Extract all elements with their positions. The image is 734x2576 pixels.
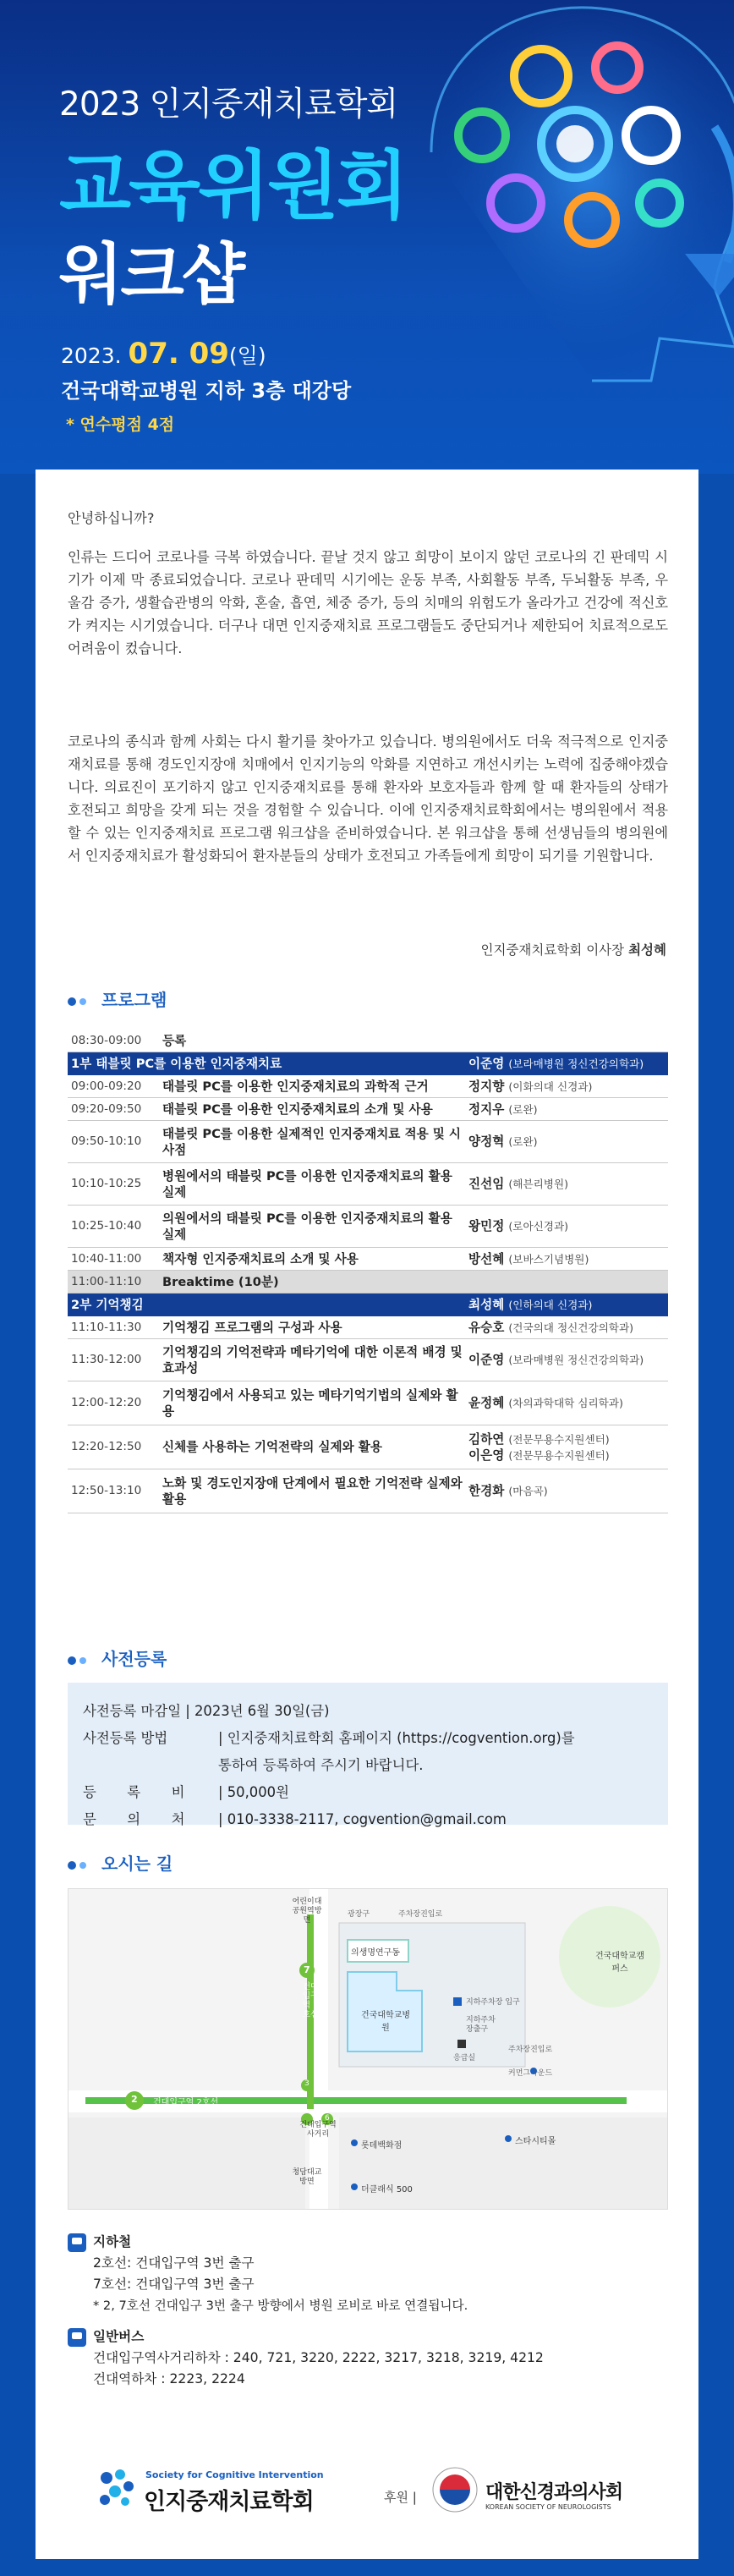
- speaker-affiliation: (보라매병원 정신건강의학과): [508, 1057, 644, 1070]
- program-row: [68, 1206, 668, 1248]
- program-row: [68, 1469, 668, 1513]
- greeting: 안녕하십니까?: [68, 510, 155, 526]
- session-speaker: [468, 1395, 668, 1411]
- map-label: 응급실: [453, 2054, 476, 2062]
- method-value[interactable]: | 인지중재치료학회 홈페이지 (https://cogvention.org)를: [218, 1730, 575, 1746]
- map-label: 더클래식 500: [361, 2185, 413, 2194]
- footer: [36, 2449, 698, 2525]
- session-title: 기억챙김에서 사용되고 있는 메타기억기법의 실제와 활용: [162, 1387, 458, 1419]
- speaker-affiliation: (인하의대 신경과): [508, 1299, 593, 1311]
- bullet-dots-icon: [68, 1861, 93, 1870]
- directions-heading: [68, 1850, 173, 1875]
- session-speaker: [468, 1079, 668, 1095]
- session-title: 신체를 사용하는 기억전략의 실제와 활용: [162, 1440, 382, 1454]
- event-title-2: 워크샵: [59, 237, 244, 313]
- speaker-name: 방선혜: [468, 1251, 505, 1266]
- program-row: [68, 1271, 668, 1293]
- map-drawing: [68, 1889, 668, 2210]
- speaker-name: 정지향: [468, 1079, 505, 1094]
- map-label: 롯데백화점: [361, 2141, 403, 2150]
- event-subtitle: 2023 인지중재치료학회: [59, 85, 398, 124]
- fee-key: 등 록 비: [83, 1784, 185, 1800]
- session-title: 태블릿 PC를 이용한 실제적인 인지중재치료 적용 및 시사점: [162, 1126, 462, 1157]
- map-label: 주차장진입로: [508, 2046, 553, 2054]
- program-row: [68, 1121, 668, 1163]
- registration-fee: [83, 1779, 653, 1806]
- sponsor-label: 후원 |: [384, 2490, 417, 2505]
- speaker-affiliation: (이화의대 신경과): [508, 1079, 593, 1093]
- date-year: 2023.: [61, 343, 129, 368]
- speaker-name: 최성혜: [468, 1298, 505, 1312]
- subway-line: 7호선: 건대입구역 3번 출구: [93, 2277, 255, 2292]
- speaker-name: 윤정혜: [468, 1396, 505, 1410]
- registration-contact: [83, 1806, 653, 1833]
- session-time: 12:50-13:10: [71, 1484, 142, 1497]
- session-speaker: [468, 1056, 668, 1072]
- speaker-name: 유승호: [468, 1320, 505, 1335]
- speaker-affiliation: (로완): [508, 1135, 538, 1148]
- speaker-affiliation: (차의과학대학 심리학과): [508, 1397, 623, 1409]
- speaker-name: 한경화: [468, 1484, 505, 1498]
- map-label: 주차장진입로: [398, 1910, 443, 1919]
- speaker-name: 정지우: [468, 1101, 505, 1117]
- map-label: 건대입구역사거리: [299, 2121, 337, 2139]
- speaker-affiliation: (전문무용수지원센터): [508, 1448, 610, 1462]
- session-speaker: [468, 1297, 668, 1313]
- session-time: 08:30-09:00: [71, 1033, 142, 1047]
- program-section-header: [68, 1052, 668, 1075]
- speaker-name: 왕민정: [468, 1219, 505, 1233]
- speaker-affiliation: (보라매병원 정신건강의학과): [508, 1354, 644, 1366]
- registration-deadline: 사전등록 마감일 | 2023년 6월 30일(금): [83, 1703, 330, 1719]
- map-label: 6: [325, 2114, 330, 2123]
- map-label: 3: [304, 2079, 309, 2088]
- map-label: 건국대학교병원: [361, 2011, 410, 2033]
- hero-banner: [0, 0, 734, 474]
- map-label: 지하주차장 입구: [466, 1998, 520, 2007]
- speaker-affiliation: (해븐리병원): [508, 1178, 569, 1190]
- session-time: 10:25-10:40: [71, 1219, 142, 1233]
- event-venue: 건국대학교병원 지하 3층 대강당: [61, 379, 352, 403]
- session-time: 11:30-12:00: [71, 1353, 142, 1366]
- bullet-dots-icon: [68, 997, 93, 1006]
- bullet-dots-icon: [68, 1656, 93, 1665]
- subway-title: 지하철: [93, 2234, 132, 2249]
- program-row: [68, 1248, 668, 1271]
- method-key: 사전등록 방법: [83, 1730, 168, 1746]
- session-speaker: [468, 1352, 668, 1368]
- speaker-affiliation: (전문무용수지원센터): [508, 1432, 610, 1446]
- program-row: [68, 1316, 668, 1339]
- subway-info: [68, 2232, 468, 2316]
- registration-method: [83, 1725, 653, 1752]
- map-label: 건대입구역 7호선: [302, 1982, 319, 2019]
- program-row: [68, 1030, 668, 1052]
- speaker-name: 이은영: [468, 1447, 505, 1463]
- session-title: 기억챙김의 기억전략과 메타기억에 대한 이론적 배경 및 효과성: [162, 1344, 463, 1376]
- registration-heading-label: 사전등록: [101, 1649, 167, 1669]
- speaker-name: 양정혁: [468, 1134, 505, 1149]
- intro-paragraph-2: 코로나의 종식과 함께 사회는 다시 활기를 찾아가고 있습니다. 병의원에서도 더욱 적극적으로 인지중재치료를 통해 경도인지장애 치매에서 인지기능의 악화를 지연하고 개선시키는 노력에 집중해야겠습니다. 의료진이 포기하지 않고 인지중재치료를 통해 환자와 보호자들과 함께 할 때 환자들의 상태가 호전되고 희망을 갖게 되는 것을 경험할 수 있습니다. 이에 인지중재치료학회에서는 병의원에서 적용할 수 있는 인지중재치료 프로그램 워크샵을 준비하였습니다. 본 워크샵을 통해 선생님들의 병의원에서 인지중재치료가 활성화되어 환자분들의 상태가 호전되고 가족들에게 희망이 되기를 기원합니다.: [68, 733, 668, 864]
- program-row: [68, 1098, 668, 1121]
- map-label: 의생명연구동: [351, 1948, 400, 1958]
- bus-line: 건대입구역사거리하차 : 240, 721, 3220, 2222, 3217, 3218, 3219, 4212: [93, 2350, 544, 2365]
- map-label: 건국대학교캠퍼스: [595, 1952, 644, 1974]
- speaker-affiliation: (보바스기념병원): [508, 1252, 589, 1266]
- session-title: 책자형 인지중재치료의 소개 및 사용: [162, 1251, 359, 1266]
- map-label: 지하주차장출구: [466, 2016, 496, 2034]
- session-title: 태블릿 PC를 이용한 인지중재치료의 소개 및 사용: [162, 1101, 433, 1117]
- program-section-header: [68, 1293, 668, 1316]
- session-time: 09:00-09:20: [71, 1079, 142, 1093]
- society-name-ko: 인지중재치료학회: [144, 2489, 314, 2515]
- program-row: [68, 1339, 668, 1381]
- program-heading: [68, 986, 167, 1011]
- contact-value[interactable]: | 010-3338-2117, cogvention@gmail.com: [218, 1811, 507, 1827]
- directions-heading-label: 오시는 길: [101, 1854, 173, 1874]
- program-heading-label: 프로그램: [101, 990, 167, 1010]
- session-speaker: [468, 1320, 668, 1336]
- location-map[interactable]: [68, 1888, 668, 2210]
- kns-logo-icon: [431, 2466, 479, 2513]
- session-time: 10:40-11:00: [71, 1251, 142, 1266]
- fee-value: | 50,000원: [218, 1784, 289, 1800]
- session-title: 기억챙김 프로그램의 구성과 사용: [162, 1320, 342, 1335]
- signature: [481, 940, 667, 958]
- session-time: 12:00-12:20: [71, 1396, 142, 1409]
- speaker-name: 이준영: [468, 1057, 505, 1071]
- registration-box: [68, 1683, 668, 1825]
- registration-heading: [68, 1645, 167, 1670]
- speaker-name: 이준영: [468, 1353, 505, 1367]
- event-date: [61, 337, 266, 371]
- map-label: 건대입구역 2호선: [153, 2098, 219, 2107]
- subway-icon: [68, 2233, 86, 2252]
- map-label: 청담대교방면: [292, 2168, 322, 2186]
- speaker-affiliation: (마음곡): [508, 1485, 548, 1497]
- session-title: 병원에서의 태블릿 PC를 이용한 인지중재치료의 활용실제: [162, 1168, 452, 1200]
- session-time: 11:10-11:30: [71, 1320, 142, 1334]
- session-title: 등록: [162, 1033, 187, 1048]
- brain-gears-illustration: [381, 0, 734, 423]
- map-label: 2: [131, 2094, 138, 2105]
- session-speaker: [468, 1218, 668, 1234]
- session-time: 09:50-10:10: [71, 1134, 142, 1148]
- speaker-name: 김하연: [468, 1431, 505, 1447]
- speaker-affiliation: (로완): [508, 1102, 538, 1116]
- map-label: 어린이대공원역방면: [292, 1898, 322, 1925]
- program-row: [68, 1075, 668, 1098]
- map-label: 7: [304, 1964, 310, 1975]
- session-title: 의원에서의 태블릿 PC를 이용한 인지중재치료의 활용실제: [162, 1211, 452, 1242]
- speaker-affiliation: (로아신경과): [508, 1220, 569, 1233]
- date-day: 07. 09: [128, 337, 229, 371]
- session-speaker: [468, 1431, 668, 1464]
- map-label: 커먼그라운드: [508, 2069, 553, 2078]
- method-value-2: 통하여 등록하여 주시기 바랍니다.: [218, 1757, 424, 1773]
- session-speaker: [468, 1176, 668, 1192]
- session-time: 10:10-10:25: [71, 1177, 142, 1190]
- kns-name-ko: 대한신경과의사회: [485, 2482, 623, 2503]
- credit-note: * 연수평점 4점: [66, 415, 175, 434]
- session-speaker: [468, 1251, 668, 1267]
- session-speaker: [468, 1101, 668, 1118]
- speaker-affiliation: (건국의대 정신건강의학과): [508, 1321, 634, 1334]
- bus-title: 일반버스: [93, 2329, 145, 2344]
- society-logo-icon: [95, 2466, 137, 2508]
- bus-icon: [68, 2328, 86, 2347]
- session-speaker: [468, 1134, 668, 1150]
- bus-line: 건대역하차 : 2223, 2224: [93, 2371, 245, 2387]
- session-title: 노화 및 경도인지장애 단계에서 필요한 기억전략 실제와 활용: [162, 1475, 463, 1507]
- kns-name-en: KOREAN SOCIETY OF NEUROLOGISTS: [485, 2503, 611, 2511]
- session-title: 2부 기억챙김: [71, 1298, 144, 1312]
- society-name-en: Society for Cognitive Intervention: [145, 2469, 324, 2480]
- session-time: 12:20-12:50: [71, 1440, 142, 1453]
- map-label: 스타시티몰: [515, 2137, 556, 2146]
- session-title: 1부 태블릿 PC를 이용한 인지중재치료: [71, 1057, 282, 1071]
- speaker-name: 진선임: [468, 1177, 505, 1191]
- subway-line: 2호선: 건대입구역 3번 출구: [93, 2255, 255, 2271]
- session-time: 09:20-09:50: [71, 1101, 142, 1116]
- intro-paragraph-1: 인류는 드디어 코로나를 극복 하였습니다. 끝날 것지 않고 희망이 보이지 않던 코로나의 긴 판데믹 시기가 이제 막 종료되었습니다. 코로나 판데믹 시기에는 운동 부족, 사회활동 부족, 두뇌활동 부족, 우울감 증가, 생활습관병의 악화, 혼술, 흡연, 체중 증가, 등의 치매의 위험도가 올라가고 건강에 적신호가 켜지는 시기였습니다. 더구나 대면 인지중재치료 프로그램들도 중단되거나 제한되어 치료적으로도 어려움이 컸습니다.: [68, 549, 668, 656]
- contact-key: 문 의 처: [83, 1811, 185, 1827]
- program-row: [68, 1163, 668, 1206]
- map-label: 광장구: [348, 1910, 370, 1919]
- subway-note: * 2, 7호선 건대입구 3번 출구 방향에서 병원 로비로 바로 연결됩니다.: [93, 2299, 468, 2313]
- program-row: [68, 1381, 668, 1425]
- session-speaker: [468, 1483, 668, 1499]
- session-time: 11:00-11:10: [71, 1274, 142, 1288]
- program-table: [68, 1030, 668, 1513]
- event-title: 교육위원회: [59, 142, 407, 229]
- signer-name: 최성혜: [628, 942, 666, 958]
- program-row: [68, 1425, 668, 1469]
- session-title: 태블릿 PC를 이용한 인지중재치료의 과학적 근거: [162, 1079, 429, 1094]
- content-card: [36, 470, 698, 2559]
- signer-role: 인지중재치료학회 이사장: [480, 942, 625, 958]
- date-weekday: (일): [228, 343, 266, 368]
- session-title: Breaktime (10분): [162, 1274, 279, 1289]
- bus-info: [68, 2326, 544, 2390]
